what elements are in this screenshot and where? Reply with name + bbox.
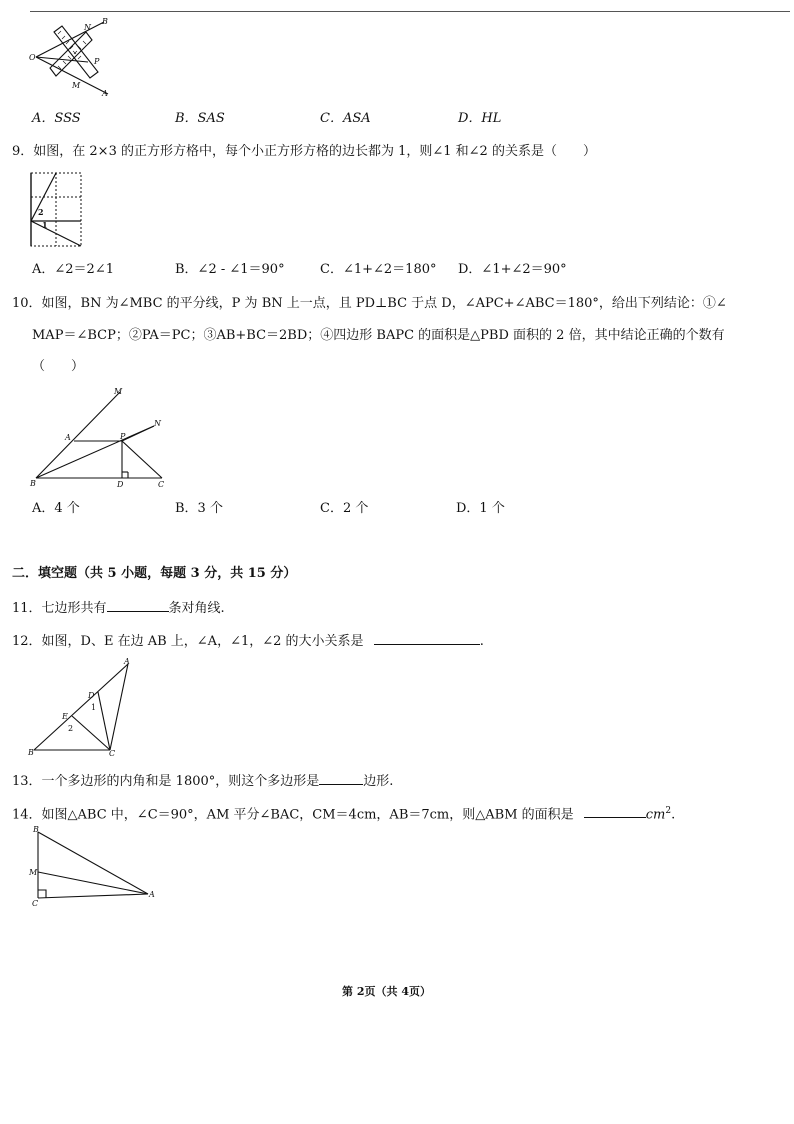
q10-option-a[interactable]: A．4 个 [32, 501, 80, 516]
q14-line [12, 802, 675, 824]
q14-figure [28, 826, 158, 906]
q10-label-m: M [114, 387, 123, 396]
q9-option-b[interactable]: B．∠2 - ∠1＝90° [175, 262, 285, 277]
q12-label-d: D [88, 691, 95, 700]
q14-answer-blank[interactable] [584, 803, 646, 818]
q9-label-one: 1 [42, 220, 48, 230]
q13-text-before: 13．一个多边形的内角和是 1800°，则这个多边形是 [12, 774, 320, 789]
q12-text-after: . [479, 634, 484, 649]
q8-option-d[interactable]: D．HL [458, 111, 502, 126]
section2-title: 二．填空题（共 5 小题，每题 3 分，共 15 分） [12, 566, 297, 581]
q12-answer-blank[interactable] [374, 630, 480, 645]
q8-label-a: A [102, 89, 108, 98]
q13-line [12, 770, 393, 791]
q10-label-d: D [117, 480, 124, 489]
q14-label-m: M [29, 868, 38, 877]
q12-label-e: E [62, 712, 68, 721]
q11-answer-blank[interactable] [107, 597, 169, 612]
q10-option-b[interactable]: B．3 个 [175, 501, 223, 516]
q8-label-p: P [94, 57, 100, 66]
q9-stem: 9．如图，在 2×3 的正方形方格中，每个小正方形方格的边长都为 1，则∠1 和∠2 的关系是（ ） [12, 144, 596, 159]
q9-figure [30, 172, 82, 248]
q10-label-b: B [30, 479, 36, 488]
q14-unit-sup: 2 [665, 806, 672, 816]
q11-text-before: 11．七边形共有 [12, 601, 107, 616]
q10-label-c: C [158, 480, 165, 489]
q14-text-after: . [671, 807, 676, 823]
q8-option-b[interactable]: B．SAS [175, 111, 225, 126]
q14-label-b: B [33, 825, 39, 834]
q12-text-before: 12．如图，D、E 在边 AB 上，∠A，∠1，∠2 的大小关系是 [12, 634, 364, 649]
q13-text-after: 边形. [363, 774, 394, 789]
q13-answer-blank[interactable] [319, 770, 363, 785]
q10-figure [30, 388, 170, 488]
q12-label-b: B [28, 748, 34, 757]
q9-option-c[interactable]: C．∠1+∠2＝180° [320, 262, 437, 277]
q14-label-c: C [32, 899, 39, 908]
top-rule [30, 11, 790, 12]
q12-figure [28, 658, 138, 756]
q10-stem-line1: 10．如图，BN 为∠MBC 的平分线，P 为 BN 上一点，且 PD⊥BC 于点 D，∠APC+∠ABC＝180°，给出下列结论：①∠ [12, 296, 727, 311]
q8-label-b: B [102, 17, 108, 26]
q12-label-c: C [109, 749, 116, 758]
q9-option-d[interactable]: D．∠1+∠2＝90° [458, 262, 567, 277]
q10-stem-line3: （ ） [32, 359, 85, 374]
q9-label-two: 2 [38, 207, 44, 217]
q12-label-one: 1 [91, 703, 97, 712]
q9-option-a[interactable]: A．∠2＝2∠1 [32, 262, 114, 277]
q14-unit: cm [645, 807, 666, 823]
q8-label-m: M [72, 81, 81, 90]
q10-label-n: N [154, 419, 161, 428]
q14-label-a: A [149, 890, 155, 899]
q14-text-before: 14．如图△ABC 中，∠C＝90°，AM 平分∠BAC，CM＝4cm，AB＝7cm，则△ABM 的面积是 [12, 807, 574, 823]
q12-label-a: A [124, 657, 130, 666]
q8-option-c[interactable]: C．ASA [320, 111, 371, 126]
q10-option-c[interactable]: C．2 个 [320, 501, 369, 516]
q12-label-two: 2 [68, 724, 74, 733]
q10-label-p: P [120, 432, 126, 441]
q8-label-n: N [84, 23, 91, 32]
q10-label-a: A [65, 433, 71, 442]
q10-option-d[interactable]: D．1 个 [456, 501, 505, 516]
q8-figure [28, 18, 118, 98]
q11-line [12, 597, 225, 618]
q11-text-after: 条对角线. [168, 601, 225, 616]
q8-label-o: O [29, 53, 36, 62]
q8-option-a[interactable]: A．SSS [32, 111, 81, 126]
q12-line [12, 630, 484, 651]
q10-stem-line2: MAP＝∠BCP；②PA＝PC；③AB+BC＝2BD；④四边形 BAPC 的面积是△PBD 面积的 2 倍，其中结论正确的个数有 [32, 328, 725, 343]
page-footer: 第 2页（共 4页） [342, 985, 431, 998]
